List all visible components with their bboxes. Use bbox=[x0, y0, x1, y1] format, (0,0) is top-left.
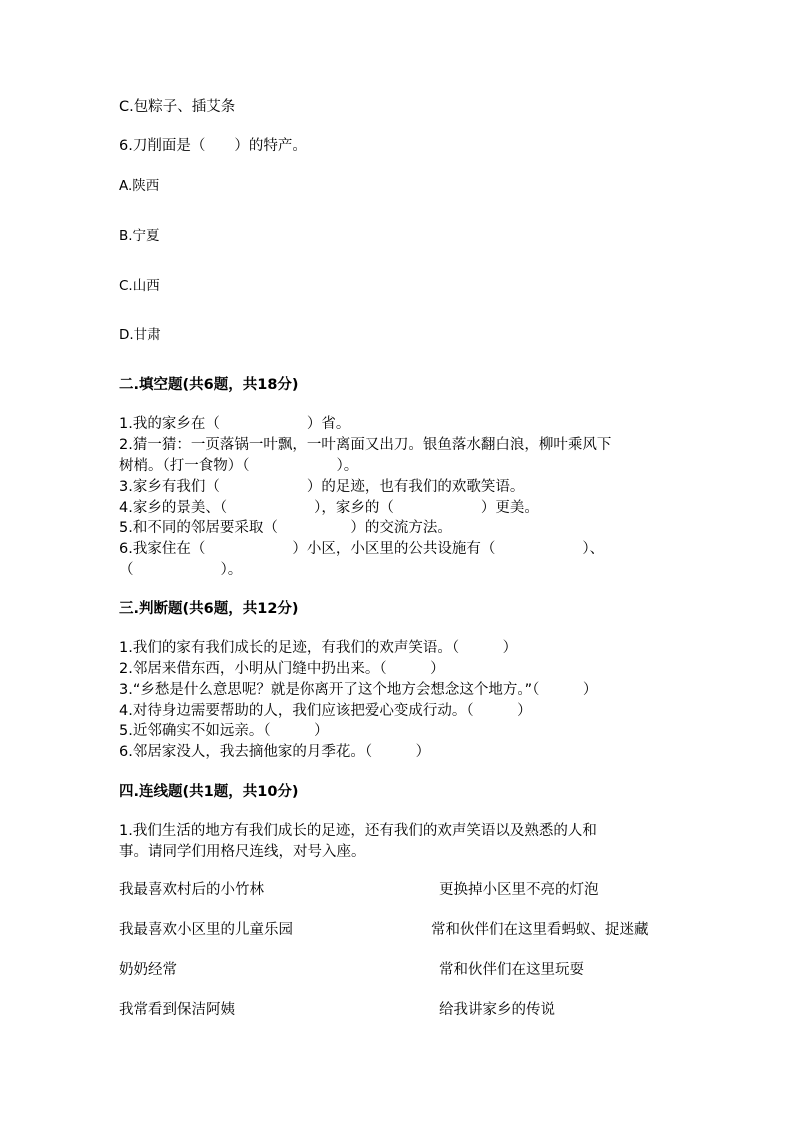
match-right-4: 给我讲家乡的传说 bbox=[439, 1002, 555, 1018]
section2-line-3: 树梢。（打一食物）（ ）。 bbox=[119, 458, 359, 474]
q6-option-c: C.山西 bbox=[119, 278, 160, 294]
section3-line-6: 6.邻居家没人，我去摘他家的月季花。（ ） bbox=[119, 744, 431, 760]
section3-line-3: 3.“乡愁是什么意思呢？就是你离开了这个地方会想念这个地方。”（ ） bbox=[119, 682, 598, 698]
section2-line-6: 5.和不同的邻居要采取（ ）的交流方法。 bbox=[119, 520, 452, 536]
section3-line-2: 2.邻居来借东西，小明从门缝中扔出来。（ ） bbox=[119, 661, 445, 677]
section2-line-8: （ ）。 bbox=[119, 562, 243, 578]
section2-line-2: 2.猜一猜：一页落锅一叶飘，一叶离面又出刀。银鱼落水翻白浪，柳叶乘风下 bbox=[119, 437, 612, 453]
q6-option-d: D.甘肃 bbox=[119, 327, 161, 343]
section3-line-1: 1.我们的家有我们成长的足迹，有我们的欢声笑语。（ ） bbox=[119, 640, 518, 656]
match-right-1: 更换掉小区里不亮的灯泡 bbox=[439, 882, 599, 898]
match-left-3: 奶奶经常 bbox=[119, 962, 177, 978]
section3-heading: 三.判断题(共6题，共12分) bbox=[119, 601, 299, 617]
section4-heading: 四.连线题(共1题，共10分) bbox=[119, 784, 299, 800]
section2-heading: 二.填空题(共6题，共18分) bbox=[119, 377, 299, 393]
match-left-4: 我常看到保洁阿姨 bbox=[119, 1002, 235, 1018]
match-left-1: 我最喜欢村后的小竹林 bbox=[119, 882, 264, 898]
q5-option-c: C.包粽子、插艾条 bbox=[119, 99, 236, 115]
match-right-2: 常和伙伴们在这里看蚂蚁、捉迷藏 bbox=[431, 922, 649, 938]
section2-line-5: 4.家乡的景美、（ ），家乡的（ ）更美。 bbox=[119, 500, 539, 516]
q6-option-b: B.宁夏 bbox=[119, 228, 160, 244]
section2-line-1: 1.我的家乡在（ ）省。 bbox=[119, 416, 351, 432]
q6-option-a: A.陕西 bbox=[119, 178, 160, 194]
section2-line-4: 3.家乡有我们（ ）的足迹，也有我们的欢歌笑语。 bbox=[119, 479, 525, 495]
match-right-3: 常和伙伴们在这里玩耍 bbox=[439, 962, 584, 978]
section4-stem-line-1: 1.我们生活的地方有我们成长的足迹，还有我们的欢声笑语以及熟悉的人和 bbox=[119, 823, 597, 839]
match-left-2: 我最喜欢小区里的儿童乐园 bbox=[119, 922, 293, 938]
section4-stem-line-2: 事。请同学们用格尺连线，对号入座。 bbox=[119, 844, 366, 860]
section2-line-7: 6.我家住在（ ）小区，小区里的公共设施有（ ）、 bbox=[119, 541, 605, 557]
q6-stem: 6.刀削面是（ ）的特产。 bbox=[119, 138, 307, 154]
section3-line-5: 5.近邻确实不如远亲。（ ） bbox=[119, 723, 329, 739]
section3-line-4: 4.对待身边需要帮助的人，我们应该把爱心变成行动。（ ） bbox=[119, 703, 532, 719]
